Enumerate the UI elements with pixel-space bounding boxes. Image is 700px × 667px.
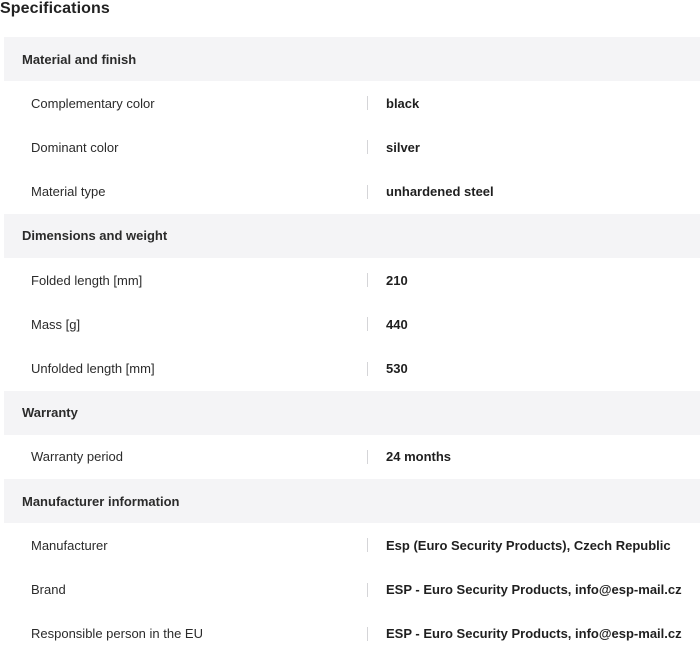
spec-row-mass <box>4 302 700 346</box>
spec-label: Folded length [mm] <box>31 272 143 288</box>
spec-row-unfolded-length <box>4 346 700 390</box>
spec-value: ESP - Euro Security Products, info@esp-mail.cz <box>386 582 682 598</box>
section-header-dimensions-and-weight: Dimensions and weight <box>4 214 700 258</box>
spec-label: Material type <box>31 184 106 200</box>
spec-label: Mass [g] <box>31 316 81 332</box>
spec-label: Brand <box>31 582 66 598</box>
spec-row-warranty-period <box>4 435 700 479</box>
spec-row-material-type <box>4 170 700 214</box>
spec-value: ESP - Euro Security Products, info@esp-mail.cz <box>386 626 682 642</box>
spec-row-brand <box>4 567 700 611</box>
spec-value: 210 <box>386 272 408 288</box>
spec-label: Warranty period <box>31 449 123 465</box>
spec-label: Complementary color <box>31 95 155 111</box>
spec-value: 24 months <box>386 449 452 465</box>
spec-value: 530 <box>386 361 408 377</box>
spec-label: Unfolded length [mm] <box>31 361 155 377</box>
spec-row-complementary-color <box>4 81 700 125</box>
spec-value: 440 <box>386 316 408 332</box>
spec-value: Esp (Euro Security Products), Czech Republic <box>386 537 671 553</box>
spec-row-folded-length <box>4 258 700 302</box>
spec-value: silver <box>386 139 420 155</box>
section-header-manufacturer-information: Manufacturer information <box>4 479 700 523</box>
specifications-table <box>4 37 700 656</box>
spec-label: Dominant color <box>31 139 119 155</box>
page-title: Specifications <box>0 0 110 17</box>
spec-label: Responsible person in the EU <box>31 626 203 642</box>
spec-label: Manufacturer <box>31 537 108 553</box>
spec-row-manufacturer <box>4 523 700 567</box>
spec-value: unhardened steel <box>386 184 494 200</box>
spec-row-dominant-color <box>4 125 700 169</box>
spec-value: black <box>386 95 420 111</box>
section-header-material-and-finish: Material and finish <box>4 37 700 81</box>
spec-row-responsible-person-eu <box>4 612 700 656</box>
section-header-warranty: Warranty <box>4 391 700 435</box>
